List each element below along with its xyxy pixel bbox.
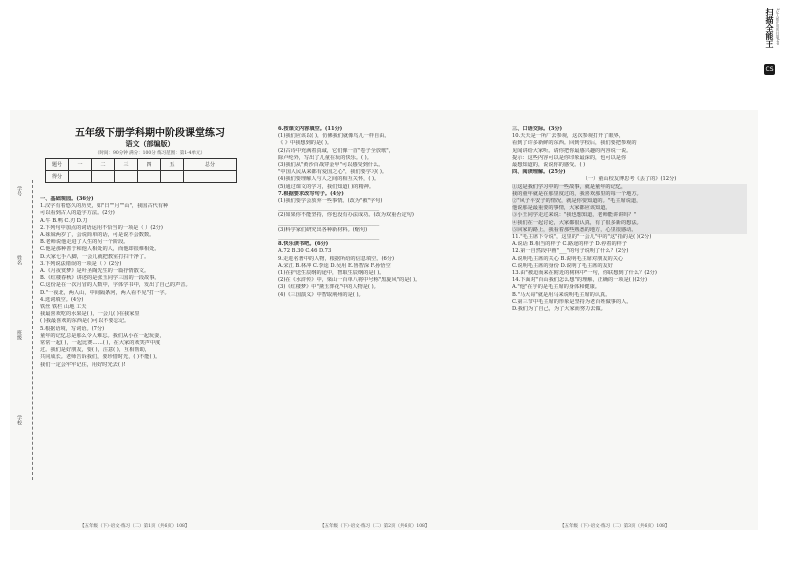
question-line: （一）童山校友博思考《丢了的》(12分) <box>582 176 677 183</box>
question-line: 共同成长。老师告诉我们，要珍惜时光，( )不能( )。 <box>40 354 161 361</box>
score-cell <box>184 171 237 183</box>
question-line: B.《红楼春秋》讲述的是张玉同学三国的一段故事。 <box>40 275 160 282</box>
spine-label-number: 学号 <box>16 186 22 196</box>
question-line: 看到了许多新鲜的东西。回到学校后，我们要把参观的 <box>512 140 637 147</box>
question-line: A.牛 B.鸭 C.刃 D.刀 <box>40 217 88 224</box>
score-cell: 四 <box>138 159 161 171</box>
score-cell <box>92 171 115 183</box>
question-line: 11."毛主席下令说"，这里的"一会儿"中的"这"指的是( )(2分) <box>512 234 652 241</box>
question-line: 我最喜欢吃的水果是( )，一会儿( )在我家里 <box>40 311 140 318</box>
exam-info: （时间：90分钟 满分：100分 练习范围：第1-4单元） <box>95 151 205 156</box>
question-line: D.我们为了自己，为了大家而努力去做。 <box>512 306 606 313</box>
question-line: 6.按课文内容填空。(11分) <box>278 126 343 132</box>
question-line: (1)我们应该以( )，仿佛我们就像鸟儿一样自由。 <box>278 133 390 140</box>
question-line: (2)在《水浒传》中，梁山一百单八将中号称"黑旋风"的是( )。 <box>278 277 421 284</box>
question-line: 2.下列句中加点的词语运用不恰当的一项是（ ）(2分) <box>40 224 163 231</box>
question-line: B."马大哥"就是用马来说明毛主席的认真。 <box>512 291 611 298</box>
question-line: A.妹妹两岁了，会说简单的话，可是说不会数数。 <box>40 232 155 239</box>
question-line: C.他是那种善于和他人相处的人，而他却很难相处。 <box>40 246 160 253</box>
page-footer: 【五年级（下）·语文·练习（二）第3页（共6页）108】 <box>560 524 670 529</box>
question-line: A.宋江 B.林冲 C.李逵 D.吴用 E.鲁智深 F.孙悟空 <box>278 262 391 269</box>
question-line: 10.天天是一所厂去参观，这次参观打开了眼界， <box>512 133 625 140</box>
camscanner-logo-icon: CS <box>765 66 774 73</box>
question-line: 3.下列说法错误的一项是（ ）(2分) <box>40 260 122 267</box>
page-2-questions <box>278 126 498 299</box>
question-line: 1.汉字有着悠久的历史，如"日""月""山"，我国古代有种 <box>40 203 169 210</box>
question-line: ( )我最喜欢的东西是( )可以不要忘记。 <box>40 318 130 325</box>
question-line: A.说明毛主席的关心 B.说明毛主席对朋友的关心 <box>512 255 624 262</box>
page-footer: 【五年级（下）·语文·练习（二）第2页（共6页）108】 <box>320 524 430 529</box>
question-line: D."一夜北，两人山，中间隔条河，两人看不见"打一字。 <box>40 289 170 296</box>
question-line: 5.根据语境，写词语。(7分) <box>40 325 105 332</box>
score-cell: 题号 <box>46 159 69 171</box>
score-cell: 五 <box>161 159 184 171</box>
question-line: 7.根据要求改写句子。(4分) <box>278 190 344 197</box>
question-line: 三、口语交际。(3分) <box>512 126 563 132</box>
question-line: 童年的记忆总是那么令人难忘。我们从小在一起玩耍， <box>40 332 165 339</box>
score-cell <box>69 171 92 183</box>
passage-line: ⑤回家的路上，我看着那些熟悉的地方，心里很感动。 <box>512 227 747 234</box>
question-line: A."他"在乎的是毛主席的身体和健康。 <box>512 284 600 291</box>
question-line: (1)在护送生辰纲的途中，智取生辰纲的是( )。 <box>278 270 385 277</box>
score-cell <box>115 171 138 183</box>
score-cell <box>138 171 161 183</box>
page-3-questions <box>512 126 747 313</box>
question-line: D.大家七手八脚，一会儿就把教室打扫干净了。 <box>40 253 150 260</box>
question-line: 4.选词填空。(4分) <box>40 296 84 303</box>
question-line: 提示：这些内容可以是你印象最深的，也可以是你 <box>512 154 627 161</box>
question-line: C.说明毛主席的身份 D.说明了毛主席的友好 <box>512 262 613 269</box>
passage-line: 我的童年就是在那里度过的，我喜欢那里的每一个地方。 <box>512 191 747 198</box>
spine-label-name: 姓名 <box>16 255 22 265</box>
score-cell: 总分 <box>184 159 237 171</box>
spine-label-class: 班级 <box>16 330 22 340</box>
question-line: (5)通过课文的学习，我们知道( )的精神。 <box>278 183 375 190</box>
page-1-questions <box>40 196 260 369</box>
question-line: _______________________________________ <box>278 219 380 226</box>
question-line: C.这份是在一次月冒的人数中，字体学书中，发出了自己的声音。 <box>40 282 191 289</box>
question-line: 铁丝 铁栏 山地 工夫 <box>40 304 87 311</box>
question-line: 过。我们是好朋友，要( )，注意( )，互相帮助， <box>40 347 150 354</box>
question-line: 一、基础观园。(36分) <box>40 196 94 202</box>
exam-title: 五年级下册学科期中阶段课堂练习 <box>75 128 225 139</box>
question-line: _______________________________________ <box>278 205 380 212</box>
spine-label-school: 学校 <box>16 415 22 425</box>
question-line: (1)我们要学会放弃一些事情。(改为"被"字句) <box>278 198 383 205</box>
question-line: A.说话 B.相当的样子 C.路途的样子 D.停着的样子 <box>512 241 628 248</box>
question-line: "中国人民从来都有爱国之心"，我们要学习( )。 <box>278 169 388 176</box>
question-line: (3)科学家们研究出各种新材料。(缩句) <box>278 226 368 233</box>
score-cell: 得分 <box>46 171 69 183</box>
question-line: (4)我们要理解人与人之间的相互关怀，( )。 <box>278 176 380 183</box>
score-cell: 三 <box>115 159 138 171</box>
question-line: 最想知道的，说说你的感受。( ) <box>512 162 586 169</box>
question-line: 四、阅读理解。(25分) <box>512 169 566 176</box>
question-line: 13.由"被迫而来在附近的树林中"一句，你联想到了什么？(2分) <box>512 270 657 277</box>
question-line: _______________________________________ <box>278 234 380 241</box>
passage-line: ③小王同学走过来说："我也想知道，老师能讲讲吗？" <box>512 212 747 219</box>
question-line: (4)《三国演义》中智取荆州的是( )。 <box>278 291 364 298</box>
question-line: 可以看到古人的造字方法。(2分) <box>40 210 115 217</box>
question-line: 《 》中我想到的是( )。 <box>278 140 333 147</box>
score-cell: 二 <box>92 159 115 171</box>
passage-line: ②"风子平安子的情况，就是你要知道的。"毛主席说道， <box>512 198 747 205</box>
question-line: 见闻讲给大家听。请你把你最感兴趣的内容说一说。 <box>512 147 632 154</box>
question-line: 12.第一自然段中画"___"的句子说明了什么？(2分) <box>512 248 629 255</box>
score-cell: 一 <box>69 159 92 171</box>
question-line: 8.快乐读书吧。(6分) <box>278 241 329 248</box>
question-line: (2)古诗中充满着真诚，它们像一首"卷子全放歌"， <box>278 147 394 154</box>
question-line: 14.下面对"百山我们怎么想"的理解，正确的一项是( )(2分) <box>512 277 648 284</box>
question-line: A.72 B.30 C.46 D.73 <box>278 248 332 255</box>
page-footer: 【五年级（下）·语文·练习（二）第1页（共6页）108】 <box>80 524 190 529</box>
question-line: 常常一起( )，一起比赛……( )，在大家的欢笑声中度 <box>40 340 161 347</box>
score-cell <box>161 171 184 183</box>
question-line: (3)《红楼梦》中"黛玉葬花"中的人物是( )。 <box>278 284 379 291</box>
question-line: B.老师说他走进了人生的另一个阶段。 <box>40 239 129 246</box>
question-line: (2)如果你不能坚持，你也没有办法成功。(改为双重否定句) <box>278 212 414 219</box>
passage-line: ④我们在一起讨论，大家都很认真，有了很多新的想法。 <box>512 220 747 227</box>
question-line: 9.走进名著中的人物，根据所给的信息填空。(6分) <box>278 255 395 262</box>
question-line: 除卢纶外，写出了儿童在玩的快乐。( )。 <box>278 154 372 161</box>
question-line: A.《月夜赏梦》是叶圣陶先生的一篇抒情散文。 <box>40 268 150 275</box>
question-line: 我们一定会牢牢记住，用好时光去( )! <box>40 361 126 368</box>
passage-line: 他说那是最重要的事情，大家都应该知道。 <box>512 205 747 212</box>
score-table-score-row <box>46 171 237 183</box>
question-line: C.第三节中毛主席的形象是坚持为老百姓做事的人。 <box>512 298 632 305</box>
exam-subtitle: 语文（部编版） <box>125 139 175 148</box>
scanner-brand: 扫描全能王 <box>765 8 774 48</box>
scanner-tagline: 3亿人都在用的扫描App <box>776 8 780 46</box>
passage-line: ①这是我们学习中的一些故事，就是童年的记忆， <box>512 184 747 191</box>
score-table <box>45 158 237 183</box>
score-table-header-row <box>46 159 237 171</box>
question-line: (3)我们从"黄沙百战穿金甲"可以感受到什么。 <box>278 162 384 169</box>
